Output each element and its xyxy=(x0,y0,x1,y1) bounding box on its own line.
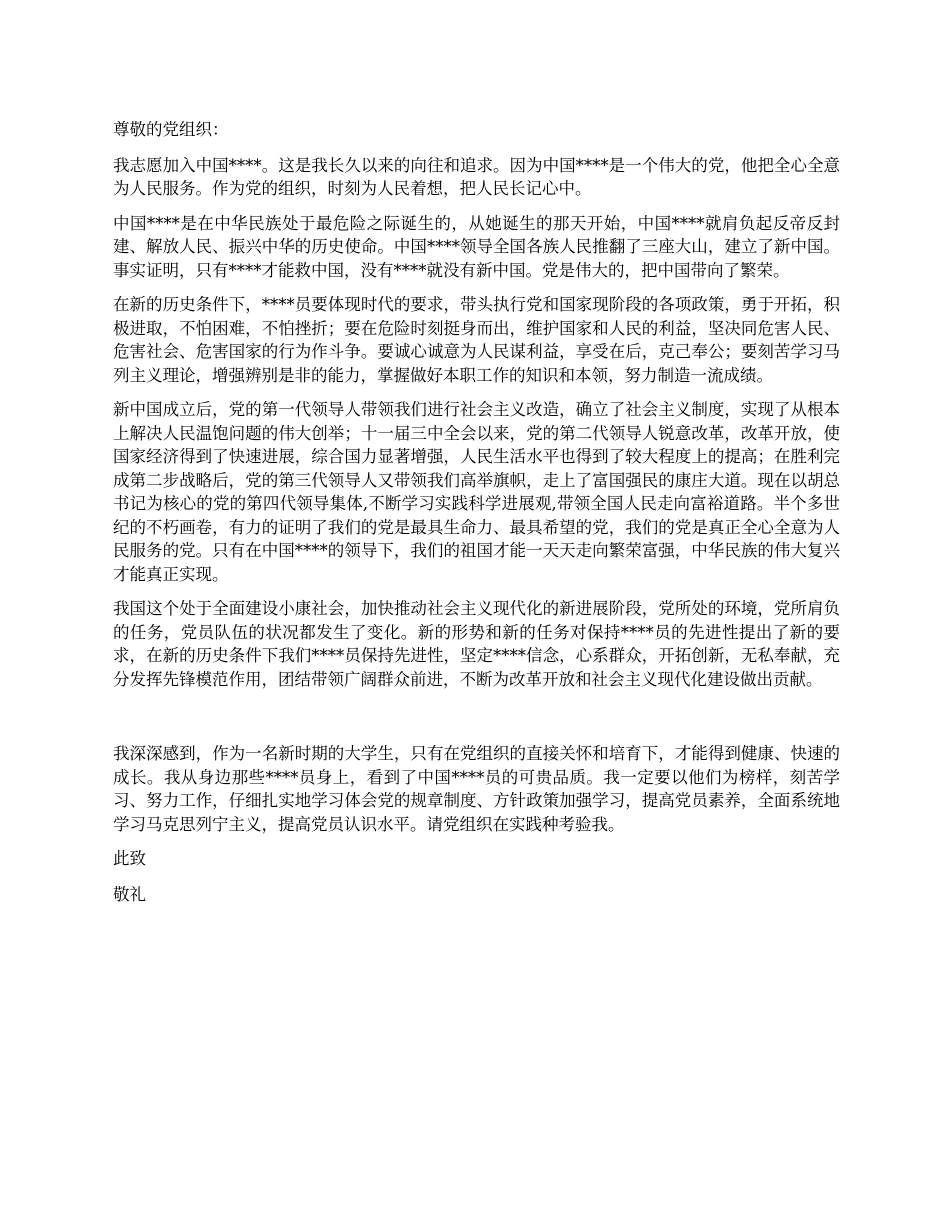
paragraph-4: 新中国成立后，党的第一代领导人带领我们进行社会主义改造，确立了社会主义制度，实现了从根本上解决人民温饱问题的伟大创举；十一届三中全会以来，党的第二代领导人锐意改革，改革开放，使国家经济得到了快速进展，综合国力显著增强，人民生活水平也得到了较大程度上的提高；在胜利完成第二步战略后，党的第三代领导人又带领我们高举旗帜，走上了富国强民的康庄大道。现在以胡总书记为核心的党的第四代领导集体,不断学习实践科学进展观,带领全国人民走向富裕道路。半个多世纪的不朽画卷，有力的证明了我们的党是最具生命力、最具希望的党，我们的党是真正全心全意为人民服务的党。只有在中国****的领导下，我们的祖国才能一天天走向繁荣富强，中华民族的伟大复兴才能真正实现。 xyxy=(113,400,840,584)
salutation: 尊敬的党组织： xyxy=(113,120,229,139)
blank-space xyxy=(113,702,840,742)
paragraph-3: 在新的历史条件下，****员要体现时代的要求，带头执行党和国家现阶段的各项政策，勇于开拓，积极进取，不怕困难，不怕挫折；要在危险时刻挺身而出，维护国家和人民的利益，坚决同危害人民、危害社会、危害国家的行为作斗争。要诚心诚意为人民谋利益，享受在后，克己奉公；要刻苦学习马列主义理论，增强辨别是非的能力，掌握做好本职工作的知识和本领，努力制造一流成绩。 xyxy=(113,295,840,385)
letter-body xyxy=(113,118,840,918)
paragraph-5: 我国这个处于全面建设小康社会，加快推动社会主义现代化的新进展阶段，党所处的环境，党所肩负的任务，党员队伍的状况都发生了变化。新的形势和新的任务对保持****员的先进性提出了新的要求，在新的历史条件下我们****员保持先进性，坚定****信念，心系群众，开拓创新，无私奉献，充分发挥先锋模范作用，团结带领广阔群众前进，不断为改革开放和社会主义现代化建设做出贡献。 xyxy=(113,599,840,689)
paragraph-1: 我志愿加入中国****。这是我长久以来的向往和追求。因为中国****是一个伟大的党，他把全心全意为人民服务。作为党的组织，时刻为人民着想，把人民长记心中。 xyxy=(113,155,840,198)
paragraph-6: 我深深感到，作为一名新时期的大学生，只有在党组织的直接关怀和培育下，才能得到健康、快速的成长。我从身边那些****员身上，看到了中国****员的可贵品质。我一定要以他们为榜样，刻苦学习、努力工作，仔细扎实地学习体会党的规章制度、方针政策加强学习，提高党员素养，全面系统地学习马克思列宁主义，提高党员认识水平。请党组织在实践种考验我。 xyxy=(113,744,840,834)
paragraph-2: 中国****是在中华民族处于最危险之际诞生的，从她诞生的那天开始，中国****就肩负起反帝反封建、解放人民、振兴中华的历史使命。中国****领导全国各族人民推翻了三座大山，建立了新中国。事实证明，只有****才能救中国，没有****就没有新中国。党是伟大的，把中国带向了繁荣。 xyxy=(113,213,840,280)
closing-ci-zhi: 此致 xyxy=(113,849,146,868)
closing-jing-li: 敬礼 xyxy=(113,884,146,904)
